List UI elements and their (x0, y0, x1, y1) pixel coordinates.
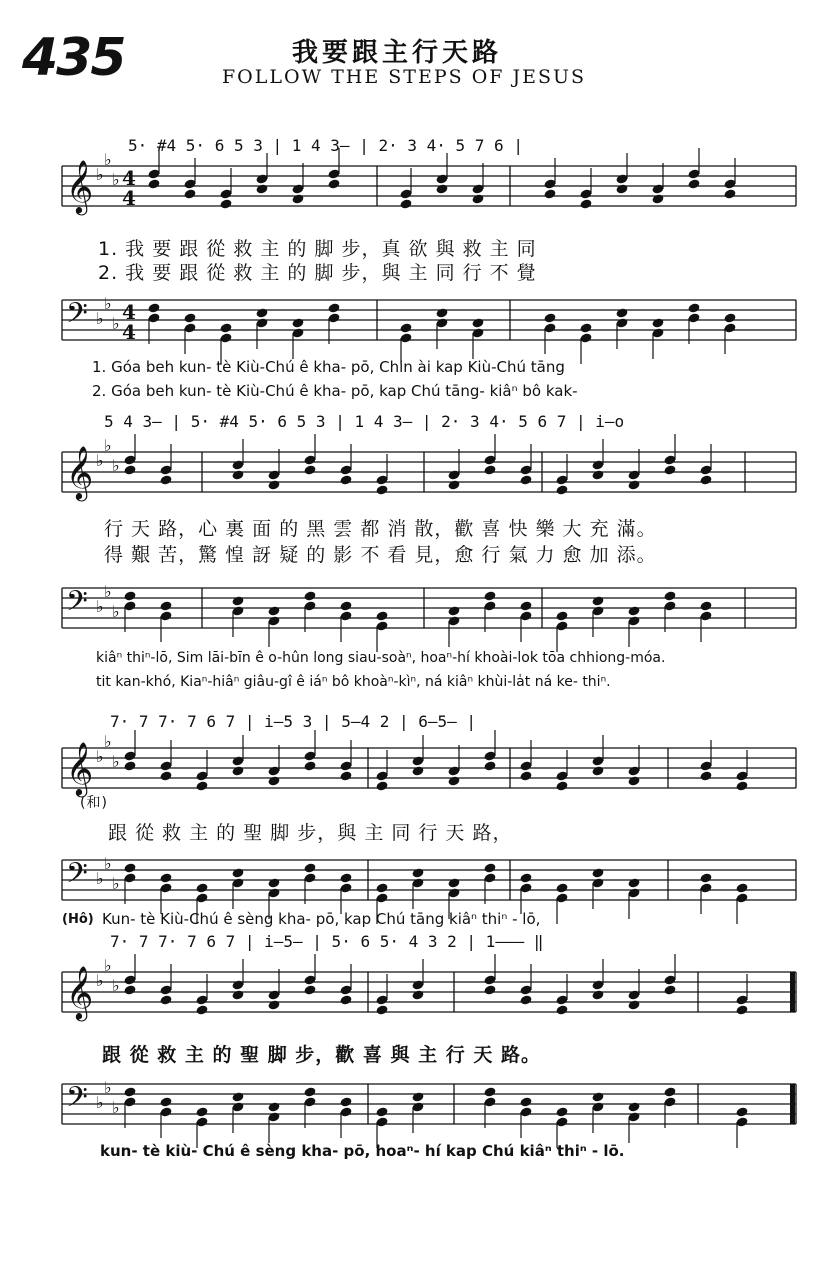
notehead (399, 198, 412, 209)
notehead (375, 882, 388, 893)
notehead (519, 872, 532, 883)
flat-icon: ♭ (104, 1078, 112, 1097)
notehead (375, 484, 388, 495)
flat-icon: ♭ (104, 854, 112, 873)
flat-icon: ♭ (96, 451, 104, 470)
notehead (627, 479, 640, 490)
notehead (471, 317, 484, 328)
notehead (219, 322, 232, 333)
lyrics-rom-3: Kun- tè Kiù-Chú ê sèng kha- pō, kap Chú tāng kiâⁿ thiⁿ - lō, (102, 910, 541, 928)
notehead (231, 989, 244, 1000)
notehead (183, 312, 196, 323)
notehead (627, 605, 640, 616)
notehead (303, 862, 316, 873)
hymn-number: 435 (22, 28, 125, 88)
lyrics-rom-4: kun- tè kiù- Chú ê sèng kha- pō, hoaⁿ- hí kap Chú kiâⁿ thiⁿ - lō. (100, 1142, 625, 1160)
notehead (687, 302, 700, 313)
notehead (123, 760, 136, 771)
flat-icon: ♭ (96, 1093, 104, 1112)
notehead (303, 590, 316, 601)
notehead (267, 605, 280, 616)
final-barline (790, 1084, 795, 1124)
flat-icon: ♭ (112, 752, 120, 771)
notehead (267, 775, 280, 786)
final-barline (790, 972, 795, 1012)
notehead (435, 183, 448, 194)
notehead (555, 780, 568, 791)
notehead (447, 877, 460, 888)
notehead (159, 872, 172, 883)
flat-icon: ♭ (96, 869, 104, 888)
notehead (195, 882, 208, 893)
notehead (555, 484, 568, 495)
bass-clef-icon: 𝄢 (66, 297, 88, 337)
notehead (303, 1086, 316, 1097)
notehead (723, 188, 736, 199)
refrain-mark-rom: (Hô) (62, 912, 94, 927)
notehead (159, 600, 172, 611)
notehead (267, 877, 280, 888)
flat-icon: ♭ (104, 436, 112, 455)
notehead (375, 780, 388, 791)
notehead (123, 464, 136, 475)
notehead (591, 765, 604, 776)
bass-clef-icon: 𝄢 (66, 585, 88, 625)
notehead (231, 765, 244, 776)
notehead (447, 775, 460, 786)
notehead (183, 188, 196, 199)
bass-clef-icon: 𝄢 (66, 857, 88, 897)
time-signature-top: 4 (122, 166, 136, 190)
notehead (555, 1004, 568, 1015)
notehead (519, 474, 532, 485)
treble-clef-icon: 𝄞 (66, 445, 94, 499)
lyrics-rom-2-verse-2: tit kan-khó, Kiaⁿ-hiâⁿ giâu-gî ê iáⁿ bô khoàⁿ-kìⁿ, ná kiâⁿ khùi-la̍t ná ke- thiⁿ. (96, 674, 611, 690)
notehead (339, 872, 352, 883)
notehead (663, 590, 676, 601)
notehead (699, 770, 712, 781)
flat-icon: ♭ (112, 602, 120, 621)
flat-icon: ♭ (96, 309, 104, 328)
notehead (555, 1106, 568, 1117)
flat-icon: ♭ (104, 582, 112, 601)
jianpu-line-2: 5 4 3— | 5· #4 5· 6 5 3 | 1 4 3— | 2· 3 4· 5 6 7 | i—o (104, 412, 625, 431)
lyrics-cn-1-verse-2: 2. 我 要 跟 從 救 主 的 脚 步，與 主 同 行 不 覺 (98, 262, 537, 284)
notehead (471, 193, 484, 204)
notehead (195, 780, 208, 791)
notehead (327, 302, 340, 313)
notehead (339, 994, 352, 1005)
notehead (663, 984, 676, 995)
notehead (519, 1096, 532, 1107)
flat-icon: ♭ (96, 971, 104, 990)
bass-clef-icon: 𝄢 (66, 1081, 88, 1121)
notehead (255, 183, 268, 194)
treble-clef-icon: 𝄞 (66, 159, 94, 213)
jianpu-line-1: 5· #4 5· 6 5 3 | 1 4 3— | 2· 3 4· 5 7 6 | (128, 136, 523, 155)
notehead (231, 595, 244, 606)
notehead (375, 1106, 388, 1117)
lyrics-cn-4: 跟 從 救 主 的 聖 脚 步，歡 喜 與 主 行 天 路。 (102, 1044, 541, 1066)
notehead (543, 312, 556, 323)
notehead (447, 479, 460, 490)
notehead (663, 1086, 676, 1097)
notehead (483, 590, 496, 601)
notehead (375, 1004, 388, 1015)
flat-icon: ♭ (112, 456, 120, 475)
notehead (231, 867, 244, 878)
notehead (123, 984, 136, 995)
notehead (303, 760, 316, 771)
notehead (303, 464, 316, 475)
notehead (579, 322, 592, 333)
notehead (123, 590, 136, 601)
notehead (483, 1086, 496, 1097)
lyrics-cn-2-verse-2: 得 艱 苦，驚 惶 訝 疑 的 影 不 看 見，愈 行 氣 力 愈 加 添。 (104, 544, 657, 566)
notehead (483, 464, 496, 475)
notehead (147, 302, 160, 313)
notehead (555, 610, 568, 621)
notehead (663, 464, 676, 475)
flat-icon: ♭ (112, 976, 120, 995)
notehead (699, 872, 712, 883)
notehead (339, 474, 352, 485)
notehead (411, 989, 424, 1000)
notehead (627, 775, 640, 786)
notehead (399, 322, 412, 333)
notehead (159, 770, 172, 781)
time-signature-top: 4 (122, 300, 136, 324)
flat-icon: ♭ (112, 314, 120, 333)
notehead (555, 882, 568, 893)
notehead (483, 862, 496, 873)
notehead (627, 999, 640, 1010)
notehead (699, 474, 712, 485)
notehead (543, 188, 556, 199)
flat-icon: ♭ (112, 170, 120, 189)
notehead (123, 862, 136, 873)
notehead (735, 882, 748, 893)
notehead (147, 178, 160, 189)
notehead (219, 198, 232, 209)
time-signature-bottom: 4 (122, 186, 136, 210)
treble-clef-icon: 𝄞 (66, 965, 94, 1019)
lyrics-rom-1-verse-2: 2. Góa beh kun- tè Kiù-Chú ê kha- pō, kap Chú tāng- kiâⁿ bô kak- (92, 382, 578, 400)
notehead (591, 469, 604, 480)
time-signature-bottom: 4 (122, 320, 136, 344)
flat-icon: ♭ (104, 956, 112, 975)
notehead (447, 605, 460, 616)
notehead (255, 307, 268, 318)
notehead (483, 984, 496, 995)
notehead (195, 1106, 208, 1117)
flat-icon: ♭ (112, 1098, 120, 1117)
notehead (579, 198, 592, 209)
hymn-title-chinese: 我要跟主行天路 (292, 38, 503, 68)
notehead (123, 1086, 136, 1097)
notehead (339, 770, 352, 781)
notehead (723, 312, 736, 323)
hymn-title-english: FOLLOW THE STEPS OF JESUS (222, 66, 587, 88)
notehead (159, 994, 172, 1005)
notehead (195, 1004, 208, 1015)
notehead (627, 1101, 640, 1112)
notehead (519, 600, 532, 611)
notehead (519, 770, 532, 781)
lyrics-cn-3: 跟 從 救 主 的 聖 脚 步，與 主 同 行 天 路， (108, 822, 513, 844)
jianpu-line-3: 7· 7 7· 7 6 7 | i—5 3 | 5—4 2 | 6—5— | (110, 712, 477, 731)
notehead (519, 994, 532, 1005)
flat-icon: ♭ (96, 597, 104, 616)
notehead (159, 1096, 172, 1107)
notehead (591, 867, 604, 878)
notehead (339, 1096, 352, 1107)
notehead (327, 178, 340, 189)
notehead (411, 867, 424, 878)
treble-clef-icon: 𝄞 (66, 741, 94, 795)
notehead (231, 1091, 244, 1102)
notehead (591, 1091, 604, 1102)
lyrics-cn-1-verse-1: 1. 我 要 跟 從 救 主 的 脚 步，真 欲 與 救 主 同 (98, 238, 537, 260)
notehead (303, 984, 316, 995)
notehead (735, 1106, 748, 1117)
notehead (159, 474, 172, 485)
notehead (651, 193, 664, 204)
notehead (735, 780, 748, 791)
notehead (687, 178, 700, 189)
notehead (699, 600, 712, 611)
lyrics-rom-1-verse-1: 1. Góa beh kun- tè Kiù-Chú ê kha- pō, Chin ài kap Kiù-Chú tāng (92, 358, 565, 376)
flat-icon: ♭ (96, 747, 104, 766)
lyrics-cn-2-verse-1: 行 天 路，心 裏 面 的 黑 雲 都 消 散，歡 喜 快 樂 大 充 滿。 (104, 518, 657, 540)
notehead (591, 595, 604, 606)
notehead (291, 193, 304, 204)
notehead (291, 317, 304, 328)
notehead (339, 600, 352, 611)
flat-icon: ♭ (112, 874, 120, 893)
notehead (627, 877, 640, 888)
lyrics-rom-2-verse-1: kiâⁿ thiⁿ-lō, Sim lāi-bīn ê o-hûn long siau-soàⁿ, hoaⁿ-hí khoài-lok tōa chhiong-móa. (96, 650, 666, 666)
notehead (483, 760, 496, 771)
flat-icon: ♭ (104, 732, 112, 751)
notehead (651, 317, 664, 328)
flat-icon: ♭ (104, 294, 112, 313)
notehead (411, 1091, 424, 1102)
notehead (735, 1004, 748, 1015)
notehead (591, 989, 604, 1000)
flat-icon: ♭ (96, 165, 104, 184)
notehead (231, 469, 244, 480)
notehead (435, 307, 448, 318)
notehead (615, 307, 628, 318)
notehead (375, 610, 388, 621)
notehead (615, 183, 628, 194)
notehead (267, 1101, 280, 1112)
notehead (267, 999, 280, 1010)
refrain-mark-cn: (和) (80, 795, 108, 811)
notehead (411, 765, 424, 776)
notehead (267, 479, 280, 490)
jianpu-line-4: 7· 7 7· 7 6 7 | i—5— | 5· 6 5· 4 3 2 | 1——— ‖ (110, 932, 544, 951)
flat-icon: ♭ (104, 150, 112, 169)
